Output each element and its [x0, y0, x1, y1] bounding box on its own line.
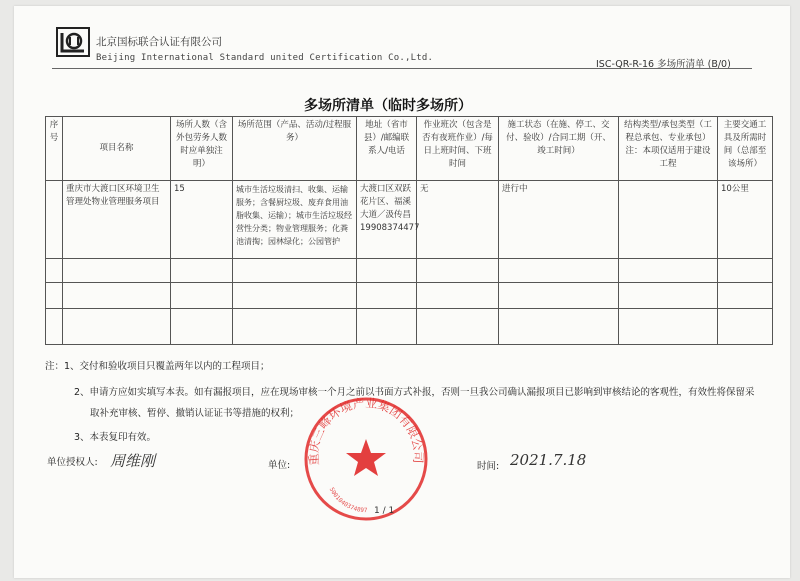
- empty-cell: [718, 283, 773, 309]
- empty-cell: [499, 283, 619, 309]
- scope-cell: 城市生活垃圾清扫、收集、运输服务；含餐厨垃圾、废弃食用油脂收集、运输）；城市生活垃圾经营性分类；物业管理服务；化粪池清掏；园林绿化；公园管护: [233, 181, 357, 259]
- header-cell: 主要交通工具及所需时间（总部至该场所）: [718, 117, 773, 181]
- header-divider: [52, 68, 752, 69]
- empty-cell: [233, 283, 357, 309]
- empty-cell: [499, 259, 619, 283]
- empty-cell: [233, 259, 357, 283]
- empty-cell: [171, 259, 233, 283]
- empty-cell: [499, 309, 619, 345]
- note-2-line-1: 2、申请方应如实填写本表。如有漏报项目，应在现场审核一个月之前以书面方式补报，否则一旦我公司确认漏报项目已影响到审核结论的客观性，有效性将保留采: [74, 387, 755, 398]
- empty-cell: [63, 283, 171, 309]
- table-row-empty: [46, 259, 773, 283]
- header-cell: 施工状态（在施、停工、交付、验收）/合同工期（开、竣工时间）: [499, 117, 619, 181]
- project-name-cell: 重庆市大渡口区环境卫生管理处物业管理服务项目: [63, 181, 171, 259]
- empty-cell: [417, 259, 499, 283]
- empty-cell: [233, 309, 357, 345]
- empty-cell: [718, 309, 773, 345]
- empty-cell: [619, 283, 718, 309]
- table-row-empty: [46, 309, 773, 345]
- structure-cell: [619, 181, 718, 259]
- empty-cell: [417, 309, 499, 345]
- seal-text: 重庆三峰环境产业集团有限公司: [306, 395, 426, 467]
- empty-cell: [357, 259, 417, 283]
- header-cell: 作业班次（包含是否有夜班作业）/每日上班时间、下班时间: [417, 117, 499, 181]
- header-cell: 地址（省市县）/邮编联系人/电话: [357, 117, 417, 181]
- table-row: [46, 181, 773, 259]
- page-number: 1 / 1: [374, 506, 395, 516]
- empty-cell: [619, 309, 718, 345]
- header-cell: 序号: [46, 117, 63, 181]
- header-cell: 项目名称: [63, 117, 171, 181]
- seal-number: 5001040374897: [327, 486, 368, 515]
- note-3: 3、本表复印有效。: [74, 432, 157, 443]
- empty-cell: [357, 309, 417, 345]
- empty-cell: [171, 309, 233, 345]
- table-header-row: [46, 117, 773, 181]
- document-code: ISC-QR-R-16 多场所清单 (B/0): [596, 59, 731, 70]
- empty-cell: [46, 309, 63, 345]
- header-cell: 结构类型/承包类型（工程总承包、专业承包）注：本项仅适用于建设工程: [619, 117, 718, 181]
- date-handwritten: 2021.7.18: [510, 451, 587, 469]
- address-cell: 大渡口区双跃花片区、福溪大道／汲传昌19908374477: [357, 181, 417, 259]
- company-seal-icon: [297, 393, 435, 523]
- company-name-cn: 北京国标联合认证有限公司: [96, 36, 222, 48]
- empty-cell: [63, 309, 171, 345]
- company-logo-icon: [56, 27, 90, 57]
- transport-cell: 10公里: [718, 181, 773, 259]
- multi-site-table: [45, 116, 773, 345]
- empty-cell: [357, 283, 417, 309]
- status-cell: 进行中: [499, 181, 619, 259]
- headcount-cell: 15: [171, 181, 233, 259]
- note-2-line-2: 取补充审核、暂停、撤销认证证书等措施的权利；: [90, 408, 300, 419]
- empty-cell: [46, 283, 63, 309]
- empty-cell: [171, 283, 233, 309]
- time-label: 时间:: [477, 461, 500, 472]
- empty-cell: [417, 283, 499, 309]
- authorizer-signature: 周维刚: [110, 452, 156, 470]
- empty-cell: [63, 259, 171, 283]
- shift-cell: 无: [417, 181, 499, 259]
- empty-cell: [718, 259, 773, 283]
- note-1: 注：1、交付和验收项目只覆盖两年以内的工程项目；: [45, 361, 270, 372]
- authorizer-label: 单位授权人:: [47, 457, 98, 468]
- header-cell: 场所范围（产品、活动/过程服务）: [233, 117, 357, 181]
- empty-cell: [46, 259, 63, 283]
- table-row-empty: [46, 283, 773, 309]
- empty-cell: [619, 259, 718, 283]
- company-name-en: Beijing International Standard united Certification Co.,Ltd.: [96, 53, 434, 63]
- unit-label: 单位:: [268, 460, 291, 471]
- page-title: 多场所清单（临时多场所）: [304, 98, 472, 114]
- header-cell: 场所人数（含外包劳务人数时应单独注明）: [171, 117, 233, 181]
- row-index-cell: [46, 181, 63, 259]
